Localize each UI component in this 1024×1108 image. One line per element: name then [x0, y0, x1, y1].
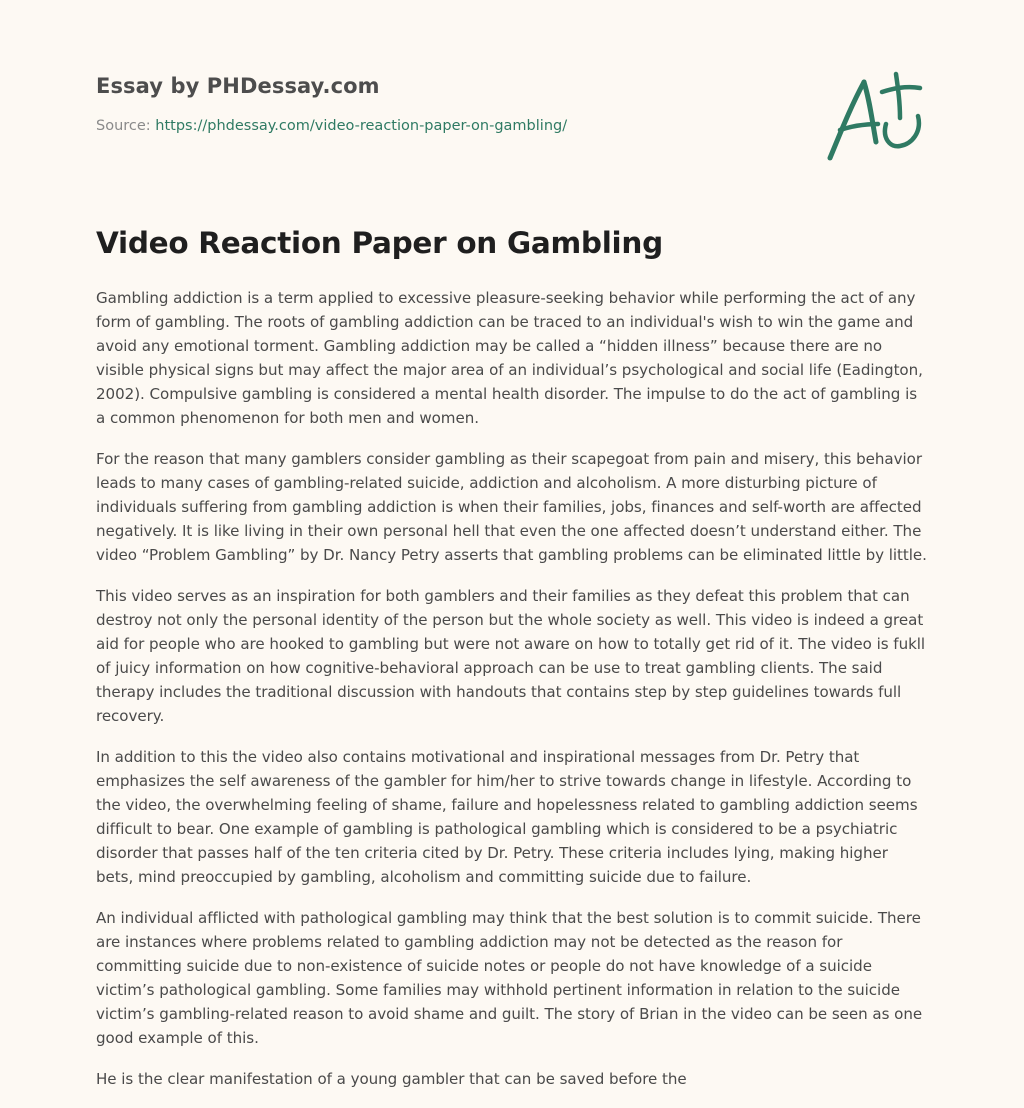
essay-paragraph: For the reason that many gamblers consider gambling as their scapegoat from pain and misery, this behavior leads to many cases of gambling-related suicide, addiction and alcoholism. A more disturbing picture of individuals suffering from gambling addiction is when their families, jobs, finances and self-worth are affected negatively. It is like living in their own personal hell that even the one affected doesn’t understand either. The video “Problem Gambling” by Dr. Nancy Petry asserts that gambling problems can be eliminated little by little. — [96, 450, 927, 564]
source-link[interactable]: https://phdessay.com/video-reaction-paper-on-gambling/ — [155, 118, 568, 134]
site-brand: Essay by PHDessay.com — [96, 74, 380, 98]
source-label: Source: — [96, 118, 151, 134]
essay-body — [96, 286, 928, 1108]
essay-paragraph: He is the clear manifestation of a young gambler that can be saved before the — [96, 1070, 687, 1088]
essay-paragraph: This video serves as an inspiration for both gamblers and their families as they defeat this problem that can destroy not only the personal identity of the person but the whole society as well. This video is indeed a great aid for people who are hooked to gambling but were not aware on how to totally get rid of it. The video is fukll of juicy information on how cognitive-behavioral approach can be use to treat gambling clients. The said therapy includes the traditional discussion with handouts that contains step by step guidelines towards full recovery. — [96, 587, 926, 725]
source-line — [96, 118, 796, 134]
essay-paragraph: Gambling addiction is a term applied to excessive pleasure-seeking behavior while performing the act of any form of gambling. The roots of gambling addiction can be traced to an individual's wish to win the game and avoid any emotional torment. Gambling addiction may be called a “hidden illness” because there are no visible physical signs but may affect the major area of an individual’s psychological and social life (Eadington, 2002). Compulsive gambling is considered a mental health disorder. The impulse to do the act of gambling is a common phenomenon for both men and women. — [96, 289, 923, 427]
essay-title: Video Reaction Paper on Gambling — [96, 226, 663, 260]
essay-paragraph: In addition to this the video also contains motivational and inspirational messages from Dr. Petry that emphasizes the self awareness of the gambler for him/her to strive towards change in lifestyle. According to the video, the overwhelming feeling of shame, failure and hopelessness related to gambling addiction seems difficult to bear. One example of gambling is pathological gambling which is considered to be a psychiatric disorder that passes half of the ten criteria cited by Dr. Petry. These criteria includes lying, making higher bets, mind preoccupied by gambling, alcoholism and committing suicide due to failure. — [96, 748, 918, 886]
a-plus-grade-icon — [820, 66, 930, 166]
essay-paragraph: An individual afflicted with pathological gambling may think that the best solution is to commit suicide. There are instances where problems related to gambling addiction may not be detected as the reason for committing suicide due to non-existence of suicide notes or people do not have knowledge of a suicide victim’s pathological gambling. Some families may withhold pertinent information in relation to the suicide victim’s gambling-related reason to avoid shame and guilt. The story of Brian in the video can be seen as one good example of this. — [96, 909, 923, 1047]
essay-header — [96, 74, 796, 134]
